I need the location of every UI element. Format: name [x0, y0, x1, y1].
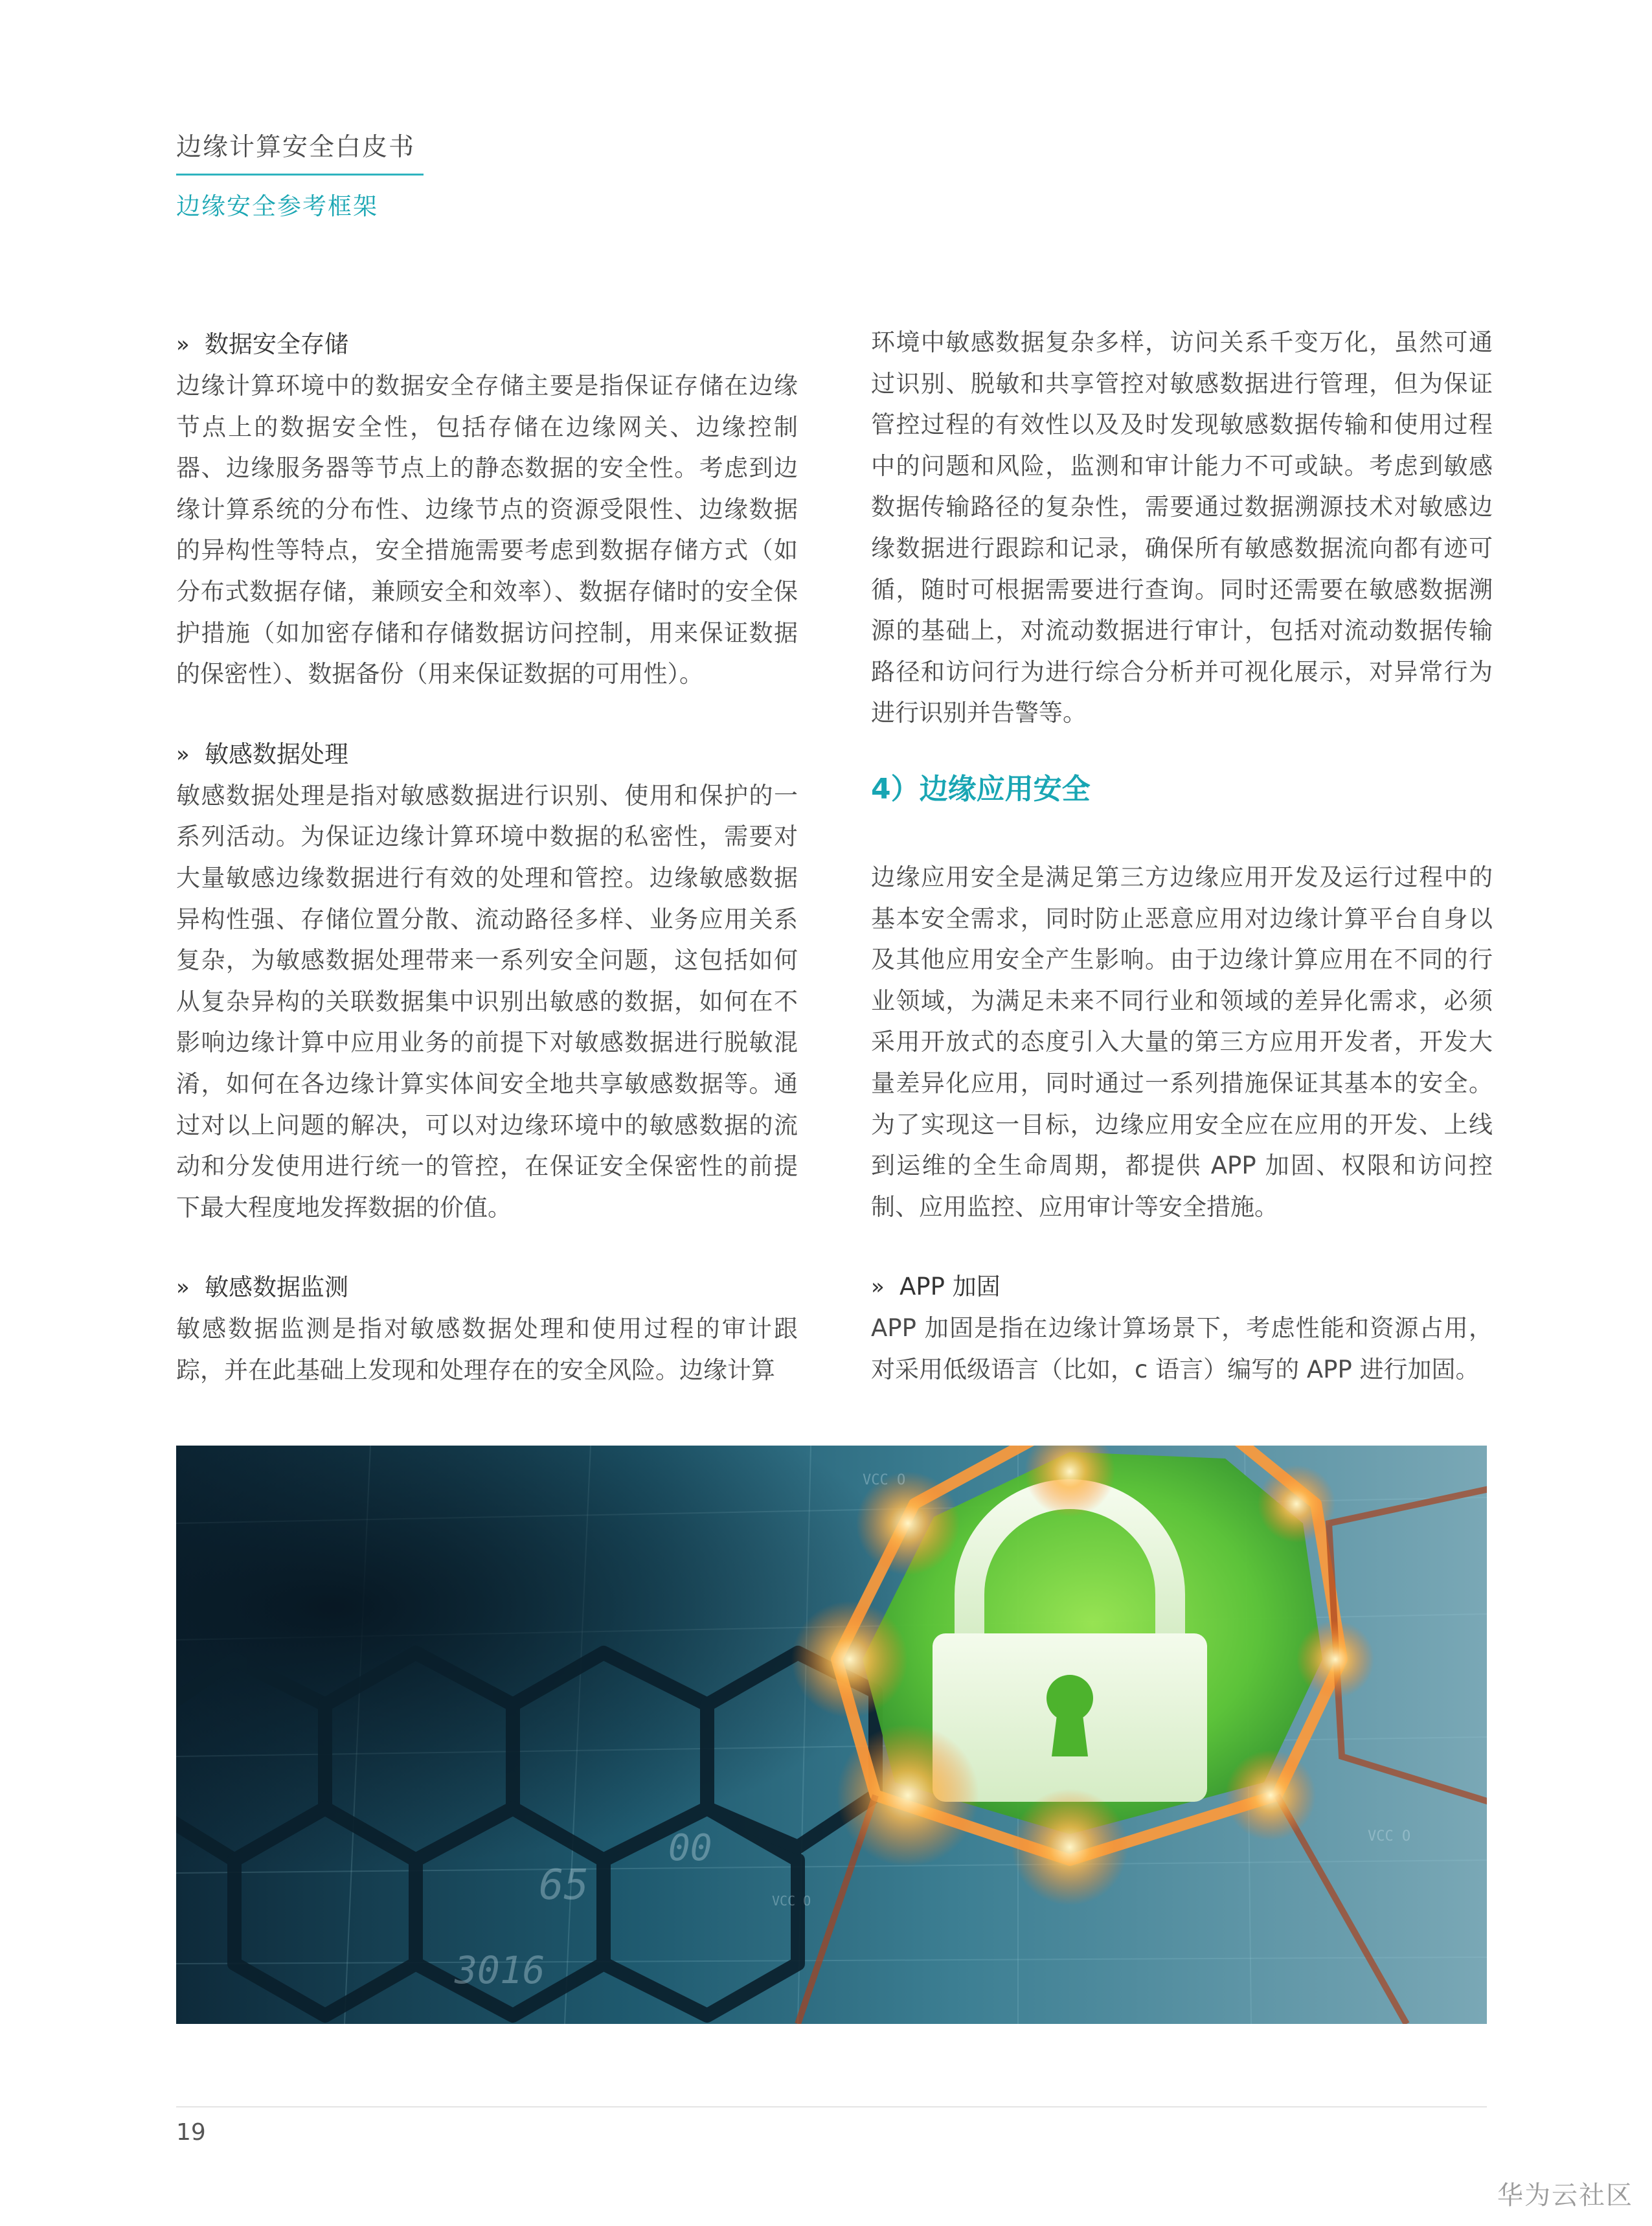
- chapter-heading-edge-app-security: 4）边缘应用安全: [871, 772, 1091, 806]
- paragraph-sensitive-processing: 敏感数据处理是指对敏感数据进行识别、使用和保护的一系列活动。为保证边缘计算环境中数据的私密性，需要对大量敏感边缘数据进行有效的处理和管控。边缘敏感数据异构性强、存储位置分散、流动路径多样、业务应用关系复杂，为敏感数据处理带来一系列安全问题，这包括如何从复杂异构的关联数据集中识别出敏感的数据，如何在不影响边缘计算中应用业务的前提下对敏感数据进行脱敏混淆，如何在各边缘计算实体间安全地共享敏感数据等。通过对以上问题的解决，可以对边缘环境中的敏感数据的流动和分发使用进行统一的管控，在保证安全保密性的前提下最大程度地发挥数据的价值。: [176, 781, 798, 1221]
- circuit-label: VCC O: [1368, 1828, 1411, 1845]
- paragraph-data-storage: 边缘计算环境中的数据安全存储主要是指保证存储在边缘节点上的数据安全性，包括存储在边缘网关、边缘控制器、边缘服务器等节点上的静态数据的安全性。考虑到边缘计算系统的分布性、边缘节点的资源受限性、边缘数据的异构性等特点，安全措施需要考虑到数据存储方式（如分布式数据存储，兼顾安全和效率）、数据存储时的安全保护措施（如加密存储和存储数据访问控制，用来保证数据的保密性）、数据备份（用来保证数据的可用性）。: [176, 372, 798, 688]
- circuit-label: 00: [668, 1827, 712, 1869]
- left-column: [176, 324, 798, 1391]
- circuit-label: VCC O: [863, 1472, 906, 1488]
- footer-divider: [176, 2106, 1487, 2107]
- page-number: 19: [176, 2119, 206, 2146]
- bullet-chevron-icon: »: [176, 741, 190, 767]
- paragraph-app-hardening: APP 加固是指在边缘计算场景下，考虑性能和资源占用，对采用低级语言（比如，c 语言）编写的 APP 进行加固。: [871, 1314, 1493, 1383]
- section-heading-label: 敏感数据监测: [205, 1273, 348, 1302]
- security-illustration-art: [176, 1446, 1487, 2024]
- section-heading-data-storage: [176, 324, 798, 365]
- section-heading-label: APP 加固: [900, 1273, 1001, 1301]
- section-heading-label: 数据安全存储: [205, 330, 348, 358]
- section-heading-sensitive-processing: [176, 734, 798, 775]
- right-column: [871, 322, 1493, 1390]
- bullet-chevron-icon: »: [176, 1275, 190, 1301]
- bullet-chevron-icon: »: [176, 332, 190, 358]
- header-divider: [176, 174, 424, 176]
- circuit-label: VCC O: [772, 1893, 811, 1909]
- watermark: 华为云社区: [1497, 2181, 1633, 2210]
- paragraph-edge-app-security: 边缘应用安全是满足第三方边缘应用开发及运行过程中的基本安全需求，同时防止恶意应用对边缘计算平台自身以及其他应用安全产生影响。由于边缘计算应用在不同的行业领域，为满足未来不同行业和领域的差异化需求，必须采用开放式的态度引入大量的第三方应用开发者，开发大量差异化应用，同时通过一系列措施保证其基本的安全。为了实现这一目标，边缘应用安全应在应用的开发、上线到运维的全生命周期，都提供 APP 加固、权限和访问控制、应用监控、应用审计等安全措施。: [871, 863, 1493, 1221]
- section-heading-app-hardening: [871, 1266, 1493, 1308]
- paragraph-monitoring-continued: 环境中敏感数据复杂多样，访问关系千变万化，虽然可通过识别、脱敏和共享管控对敏感数据进行管理，但为保证管控过程的有效性以及及时发现敏感数据传输和使用过程中的问题和风险，监测和审计能力不可或缺。考虑到敏感数据传输路径的复杂性，需要通过数据溯源技术对敏感边缘数据进行跟踪和记录，确保所有敏感数据流向都有迹可循，随时可根据需要进行查询。同时还需要在敏感数据溯源的基础上，对流动数据进行审计，包括对流动数据传输路径和访问行为进行综合分析并可视化展示，对异常行为进行识别并告警等。: [871, 328, 1493, 727]
- section-subtitle: 边缘安全参考框架: [176, 192, 378, 220]
- bullet-chevron-icon: »: [871, 1274, 885, 1300]
- paragraph-sensitive-monitoring: 敏感数据监测是指对敏感数据处理和使用过程的审计跟踪，并在此基础上发现和处理存在的安全风险。边缘计算: [176, 1315, 798, 1384]
- security-illustration: [176, 1446, 1487, 2024]
- circuit-label: 65: [539, 1861, 589, 1909]
- section-heading-sensitive-monitoring: [176, 1267, 798, 1308]
- section-heading-label: 敏感数据处理: [205, 740, 348, 768]
- circuit-label: 3016: [455, 1948, 545, 1992]
- document-title: 边缘计算安全白皮书: [176, 133, 416, 162]
